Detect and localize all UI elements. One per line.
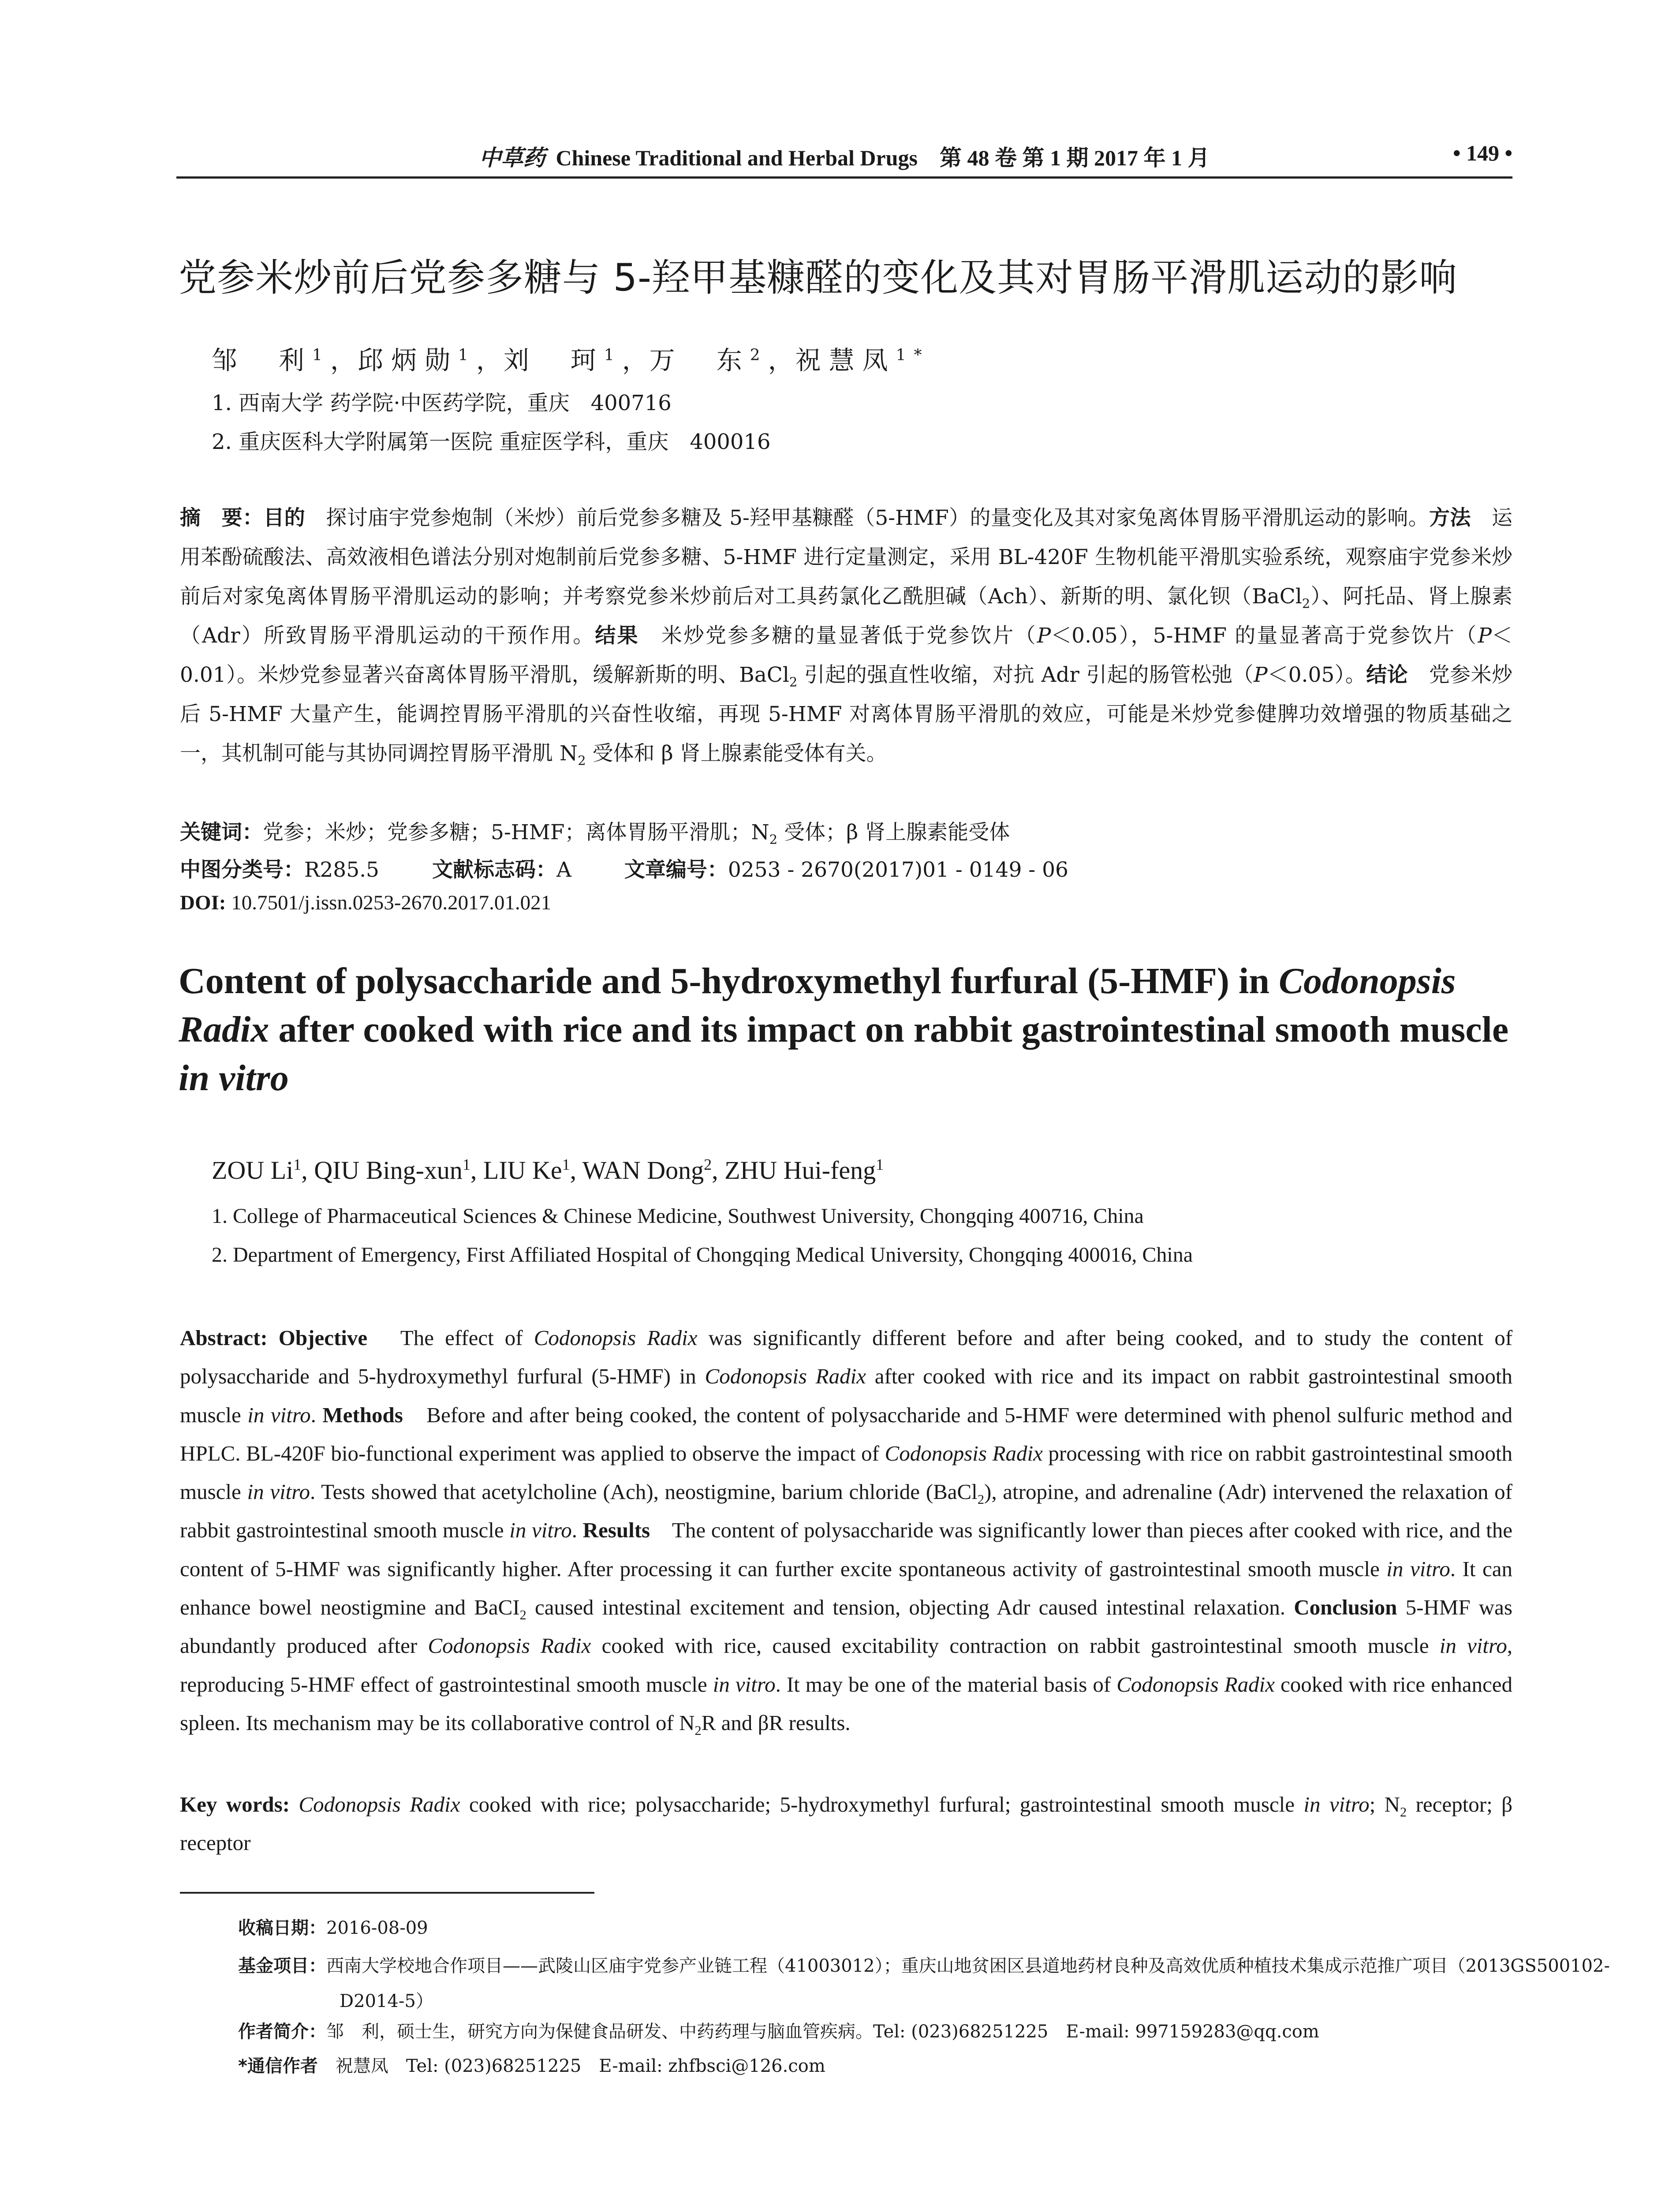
journal-cn-logo: 中草药 [479,145,545,171]
footnote-corresponding-author: *通信作者 祝慧凤 Tel: (023)68251225 E-mail: zhfbsci@126.com [238,2056,825,2076]
en-methods-label: Methods [322,1402,403,1427]
clc-number: R285.5 [304,858,379,882]
en-keywords: Key words: Codonopsis Radix cooked with rice; polysaccharide; 5-hydroxymethyl furfural; gastrointestinal smooth muscle in vitro; $N_2$ receptor; β receptor [180,1792,1513,1855]
cn-results-label: 结果 [595,624,639,648]
journal-line [176,140,1512,172]
cn-title: 党参米炒前后党参多糖与 5-羟甲基糠醛的变化及其对胃肠平滑肌运动的影响 [179,256,1458,300]
doi [180,891,551,915]
running-header [176,140,1512,176]
cn-author: 万 东$^2$ [649,345,768,375]
cn-authors: 邹 利$^1$，邱炳勋$^1$，刘 珂$^1$，万 东$^2$，祝慧凤$^{1*}$ [212,345,930,375]
doi-label: DOI: [180,891,226,914]
en-author: ZOU Li$^1$ [212,1155,302,1185]
doi-value[interactable]: 10.7501/j.issn.0253-2670.2017.01.021 [226,891,552,914]
en-objective-label: Objective [278,1326,368,1350]
footnote-author-bio: 作者简介：邹 利，硕士生，研究方向为保健食品研发、中药药理与脑血管疾病。Tel: (023)68251225 E-mail: 997159283@qq.com [238,2022,1319,2042]
cn-keywords-label: 关键词： [180,820,263,845]
cn-abstract: 摘 要：目的 探讨庙宇党参炮制（米炒）前后党参多糖及 5-羟甲基糠醛（5-HMF）的量变化及其对家兔离体胃肠平滑肌运动的影响。方法 运用苯酚硫酸法、高效液相色谱法分别对炮制前后党参多糖、5-HMF 进行定量测定，采用 BL-420F 生物机能平滑肌实验系统，观察庙宇党参米炒前后对家兔离体胃肠平滑肌运动的影响；并考察党参米炒前后对工具药氯化乙酰胆碱（Ach）、新斯的明、氯化钡（BaCl$_2$）、阿托品、肾上腺素（Adr）所致胃肠平滑肌运动的干预作用。结果 米炒党参多糖的量显著低于党参饮片（P＜0.05），5-HMF 的量显著高于党参饮片（P＜0.01）。米炒党参显著兴奋离体胃肠平滑肌，缓解新斯的明、BaCl$_2$ 引起的强直性收缩，对抗 Adr 引起的肠管松弛（P＜0.05）。结论 党参米炒后 5-HMF 大量产生，能调控胃肠平滑肌的兴奋性收缩，再现 5-HMF 对离体胃肠平滑肌的效应，可能是米炒党参健脾功效增强的物质基础之一，其机制可能与其协同调控胃肠平滑肌 $N_2$ 受体和 β 肾上腺素能受体有关。 [180,506,1513,768]
cn-author: 邱炳勋$^1$ [357,345,476,375]
cn-author: 邹 利$^1$ [212,345,330,375]
article-number: 0253 - 2670(2017)01 - 0149 - 06 [728,858,1068,882]
cn-abstract-label: 摘 要： [180,506,264,530]
en-abstract: Abstract: Objective The effect of Codonopsis Radix was significantly different before and after being cooked, and to study the content of polysaccharide and 5-hydroxymethyl furfural (5-HMF) in Codonopsis Radix after cooked with rice and its impact on rabbit gastrointestinal smooth muscle in vitro. Methods Before and after being cooked, the content of polysaccharide and 5-HMF were determined with phenol sulfuric method and HPLC. BL-420F bio-functional experiment was applied to observe the impact of Codonopsis Radix processing with rice on rabbit gastrointestinal smooth muscle in vitro. Tests showed that acetylcholine (Ach), neostigmine, barium chloride (BaCl$_2$), atropine, and adrenaline (Adr) intervened the relaxation of rabbit gastrointestinal smooth muscle in vitro. Results The content of polysaccharide was significantly lower than pieces after cooked with rice, and the content of 5-HMF was significantly higher. After processing it can further excite spontaneous activity of gastrointestinal smooth muscle in vitro. It can enhance bowel neostigmine and BaCI$_2$ caused intestinal excitement and tension, objecting Adr caused intestinal relaxation. Conclusion 5-HMF was abundantly produced after Codonopsis Radix cooked with rice, caused excitability contraction on rabbit gastrointestinal smooth muscle in vitro, reproducing 5-HMF effect of gastrointestinal smooth muscle in vitro. It may be one of the material basis of Codonopsis Radix cooked with rice enhanced spleen. Its mechanism may be its collaborative control of $N_2R$ and βR results. [180,1326,1513,1738]
en-author: QIU Bing-xun$^1$ [314,1155,470,1185]
footnote-funding: 基金项目：西南大学校地合作项目——武陵山区庙宇党参产业链工程（41003012）；重庆山地贫困区县道地药材良种及高效优质种植技术集成示范推广项目（2013GS500102-D2014-5） [238,1956,1610,2011]
en-conclusion-label: Conclusion [1294,1595,1397,1620]
cn-classification: 中图分类号：R285.5 文献标志码：A 文章编号：0253 - 2670(2017)01 - 0149 - 06 [180,858,1068,882]
cn-affiliation: 1. 西南大学 药学院·中医药学院，重庆 400716 [212,391,672,415]
footnote-rule [180,1892,594,1894]
cn-author: 祝慧凤$^{1*}$ [795,345,930,375]
footnote-received: 收稿日期：2016-08-09 [238,1918,428,1938]
document-code: A [556,858,571,882]
en-title: Content of polysaccharide and 5-hydroxymethyl furfural (5-HMF) in Codonopsis Radix after cooked with rice and its impact on rabbit gastrointestinal smooth muscle in vitro [179,960,1509,1099]
cn-conclusion-label: 结论 [1366,663,1408,687]
en-abstract-label: Abstract: [180,1326,268,1350]
journal-title: Chinese Traditional and Herbal Drugs 第 48 卷 第 1 期 2017 年 1 月 [556,146,1210,170]
en-authors: ZOU Li$^1$, QIU Bing-xun$^1$, LIU Ke$^1$, WAN Dong$^2$, ZHU Hui-feng$^1$ [212,1155,884,1185]
en-affiliation: 1. College of Pharmaceutical Sciences & Chinese Medicine, Southwest University, Chongqing 400716, China [212,1204,1144,1228]
en-keywords-label: Key words: [180,1792,290,1816]
cn-affiliation: 2. 重庆医科大学附属第一医院 重症医学科，重庆 400016 [212,430,771,454]
page-number: • 149 • [1452,141,1512,165]
en-affiliation: 2. Department of Emergency, First Affiliated Hospital of Chongqing Medical University, Chongqing 400016, China [212,1243,1193,1267]
en-author: ZHU Hui-feng$^1$ [724,1155,884,1185]
en-author: WAN Dong$^2$ [582,1155,712,1185]
cn-methods-label: 方法 [1429,506,1471,530]
header-rule [176,176,1512,179]
cn-objective-label: 目的 [263,506,306,530]
en-author: LIU Ke$^1$ [483,1155,570,1185]
cn-keywords: 关键词：党参；米炒；党参多糖；5-HMF；离体胃肠平滑肌；$N_2$ 受体；β 肾上腺素能受体 [180,820,1010,847]
en-results-label: Results [582,1518,650,1543]
cn-author: 刘 珂$^1$ [503,345,622,375]
